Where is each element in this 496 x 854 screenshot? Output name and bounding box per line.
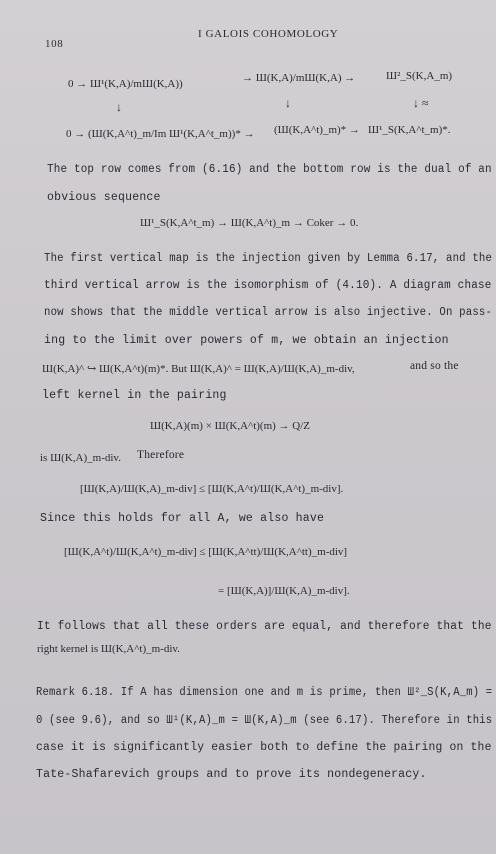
diagram-row1-middle: → Ш(K,A)/mШ(K,A) → [242, 72, 356, 84]
equation: Ш(K,A)(m) × Ш(K,A^t)(m) → Q/Z [150, 420, 311, 432]
running-title: I GALOIS COHOMOLOGY [198, 28, 339, 40]
diagram-arrow-right: ↓ ≈ [413, 96, 429, 110]
remark-line: Remark 6.18. If A has dimension one and m is prime, then Ш²_S(K,A_m) = [36, 686, 493, 699]
body-line: It follows that all these orders are equal, and therefore that the [37, 620, 492, 633]
body-line: and so the [410, 360, 459, 372]
body-line-math: Ш(K,A)^ ↪ Ш(K,A^t)(m)*. But Ш(K,A)^ = Ш(K,A)/Ш(K,A)_m-div, [42, 363, 355, 375]
body-line-math: is Ш(K,A)_m-div. [40, 452, 121, 464]
body-line: obvious sequence [47, 191, 161, 204]
diagram-row2-left: 0 → (Ш(K,A^t)_m/Im Ш¹(K,A^t_m))* → [66, 128, 255, 140]
body-line: now shows that the middle vertical arrow is also injective. On pass- [44, 306, 493, 319]
diagram-row2-right: Ш¹_S(K,A^t_m)*. [368, 124, 451, 136]
remark-line: Tate-Shafarevich groups and to prove its nondegeneracy. [36, 768, 427, 781]
page-number: 108 [45, 38, 64, 50]
remark-line: 0 (see 9.6), and so Ш¹(K,A)_m = Ш(K,A)_m (see 6.17). Therefore in this [36, 714, 493, 727]
remark-line: case it is significantly easier both to define the pairing on the [36, 741, 492, 754]
body-line: The first vertical map is the injection given by Lemma 6.17, and the [44, 252, 493, 265]
equation: [Ш(K,A^t)/Ш(K,A^t)_m-div] ≤ [Ш(K,A^tt)/Ш(K,A^tt)_m-div] [64, 546, 348, 558]
body-line: Since this holds for all A, we also have [40, 512, 325, 525]
body-line: left kernel in the pairing [42, 389, 227, 402]
equation: Ш¹_S(K,A^t_m) → Ш(K,A^t)_m → Coker → 0. [140, 217, 359, 229]
diagram-arrow-middle: ↓ [285, 96, 291, 110]
equation: [Ш(K,A)/Ш(K,A)_m-div] ≤ [Ш(K,A^t)/Ш(K,A^t)_m-div]. [80, 483, 344, 495]
diagram-arrow-left: ↓ [116, 100, 122, 114]
body-line: Therefore [137, 449, 185, 461]
body-line: ing to the limit over powers of m, we obtain an injection [44, 334, 449, 347]
body-line: third vertical arrow is the isomorphism of (4.10). A diagram chase [44, 279, 492, 292]
diagram-row2-middle: (Ш(K,A^t)_m)* → [274, 124, 360, 136]
equation: = [Ш(K,A)]/Ш(K,A)_m-div]. [218, 585, 350, 597]
diagram-row1-right: Ш²_S(K,A_m) [386, 70, 453, 82]
body-line: The top row comes from (6.16) and the bottom row is the dual of an [47, 163, 492, 176]
diagram-row1-left: 0 → Ш¹(K,A)/mШ(K,A)) [68, 78, 183, 90]
body-line-math: right kernel is Ш(K,A^t)_m-div. [37, 643, 180, 655]
